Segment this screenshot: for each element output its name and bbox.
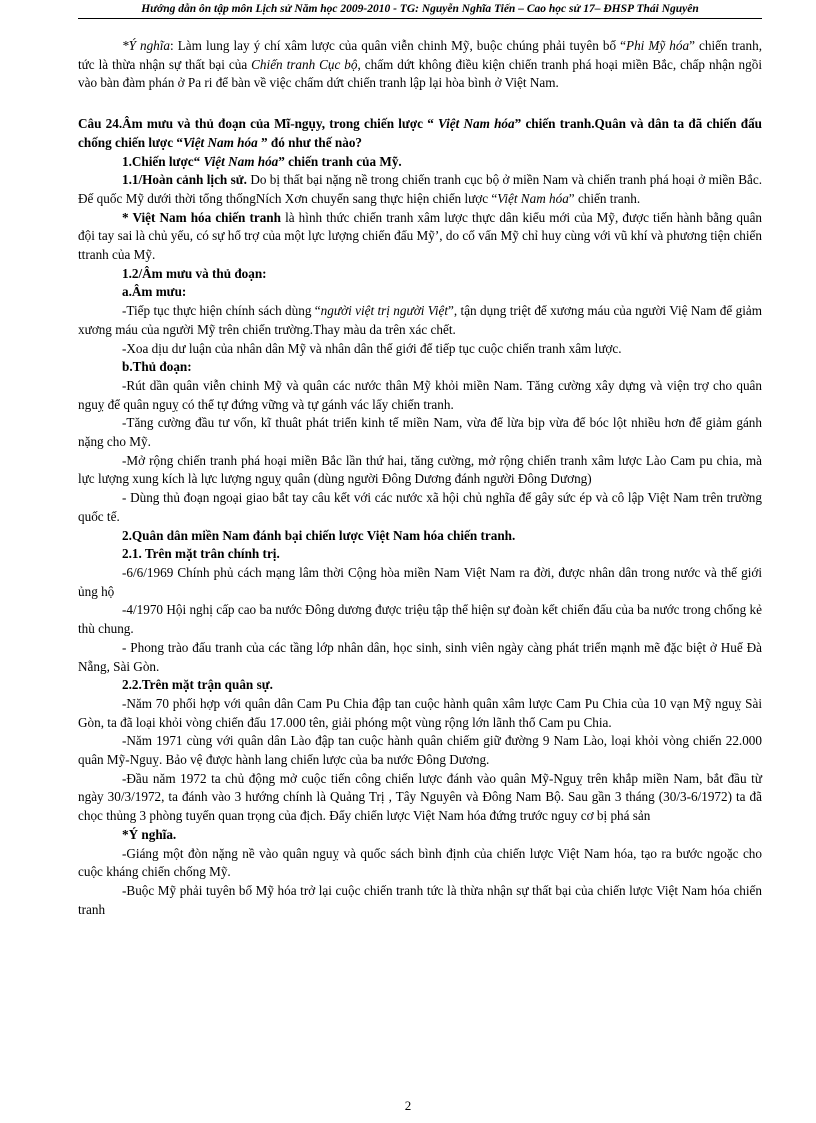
s11-heading: 1.1/Hoàn cảnh lịch sử.	[122, 172, 247, 188]
meaning-term-2: Chiến tranh Cục bộ	[251, 56, 358, 72]
section-2-heading: 2.Quân dân miền Nam đánh bại chiến lược Việt Nam hóa chiến tranh.	[122, 527, 516, 543]
q24-part-e: ” đó như thế nào?	[257, 134, 363, 150]
significance-heading: *Ý nghĩa.	[122, 826, 177, 842]
vnh-label: * Việt Nam hóa chiến tranh	[122, 209, 281, 225]
military-item: -Năm 1971 cùng với quân dân Lào đập tan cuộc hành quân chiếm giữ đường 9 Nam Lào, loại khỏi vòng chiến 22.000 quân Mỹ-Nguỵ. Bảo vệ được hành lang chiến lược của ba nước Đông Dương.	[78, 733, 762, 768]
tactics-item: -Mở rộng chiến tranh phá hoại miền Bắc lần thứ hai, tăng cường, mở rộng chiến tranh xâm lược Lào Cam pu chia, mà lực lượng xung kích là lực lượng nguỵ quân (dùng người Đông Dương đánh người Đông Dương)	[78, 452, 762, 487]
plot-item-1-a: -Tiếp tục thực hiện chính sách dùng “	[122, 303, 321, 319]
military-item: -Đầu năm 1972 ta chủ động mở cuộc tiến công chiến lược đánh vào quân Mỹ-Nguỵ trên khắp miền Nam, bắt đầu từ ngày 30/3/1972, ta đánh vào 3 hướng chính là Quảng Trị , Tây Nguyên và Đông Nam Bộ. Sau gần 3 tháng (30/3-6/1972) ta đã chọc thủng 3 phòng tuyến quan trọng của địch. Đẩy chiến lược Việt Nam hóa đứng trước nguy cơ bị phá sản	[78, 770, 762, 824]
meaning-paragraph	[78, 37, 762, 93]
s11-text: Do bị thất bại nặng nề trong chiến tranh cục bộ ở miền Nam và chiến tranh phá hoại ở miền Bắc. Đế quốc Mỹ dưới thời tổng thốngNích Xơn chuyển sang thực hiện chiến lược “	[78, 172, 762, 206]
page-header: Hướng dẫn ôn tập môn Lịch sử Năm học 2009-2010 - TG: Nguyễn Nghĩa Tiến – Cao học sử 17– ĐHSP Thái Nguyên	[78, 2, 762, 19]
s1-part-a: 1.Chiến lược“	[122, 153, 204, 169]
military-item: -Năm 70 phối hợp với quân dân Cam Pu Chia đập tan cuộc hành quân xâm lược Cam Pu Chia của 10 vạn Mỹ nguỵ Sài Gòn, ta đã loại khỏi vòng chiến đấu 17.000 tên, giải phóng một vùng rộng lớn lãnh thổ Cam pu Chia.	[78, 695, 762, 730]
plot-item-1	[78, 302, 762, 339]
political-item: -4/1970 Hội nghị cấp cao ba nước Đông dương được triệu tập thể hiện sự đoàn kết chiến đấu của ba nước trong chống kẻ thù chung.	[78, 602, 762, 637]
question-24-heading	[78, 115, 762, 152]
meaning-term-1: Phi Mỹ hóa	[626, 38, 690, 53]
q24-part-d: Việt Nam hóa	[182, 134, 258, 150]
plot-item-1-b: người việt trị người Việt	[320, 303, 449, 319]
section-2-2-heading: 2.2.Trên mặt trận quân sự.	[122, 677, 273, 693]
vnh-definition	[78, 209, 762, 265]
page-number: 2	[404, 1098, 412, 1113]
q24-part-c: ” chiến tranh.Quân và dân ta đã chiến đấu chống chiến lược “	[78, 116, 763, 150]
document-body	[78, 37, 762, 919]
meaning-text-3: , chấm dứt không điều kiện chiến tranh phá hoại miền Bắc, chấp nhận ngồi vào bàn đàm phán ở Pa ri để bàn về việc chấm dứt chiến tranh lập lại hòa bình ở Việt Nam.	[78, 56, 762, 91]
meaning-text-1: : Làm lung lay ý chí xâm lược của quân viễn chinh Mỹ, buộc chúng phải tuyên bố “	[170, 38, 627, 53]
meaning-text-2: ” chiến tranh, tức là thừa nhận sự thất bại của	[78, 38, 763, 72]
vnh-text: là hình thức chiến tranh xâm lược thực dân kiểu mới của Mỹ, được tiến hành bằng quân đội tay sai là chủ yếu, có sự hổ trợ của một lực lượng chiến đấu Mỹ’, do cố vấn Mỹ chỉ huy cùng với vũ khí và phương tiện chiến ttranh của Mỹ.	[78, 209, 763, 263]
section-1-1-paragraph	[78, 171, 762, 208]
s1-part-c: ” chiến tranh của Mỹ.	[278, 153, 402, 169]
significance-item: -Giáng một đòn nặng nề vào quân nguỵ và quốc sách bình định của chiến lược Việt Nam hóa, tạo ra bước ngoặc cho cuộc kháng chiến chống Mỹ.	[78, 845, 762, 880]
tactics-item: -Tăng cường đầu tư vốn, kĩ thuât phát triển kinh tế miền Nam, vừa để lừa bịp vừa để bóc lột nhiều hơn để giảm gánh nặng cho Mỹ.	[78, 415, 762, 450]
tactics-item: - Dùng thủ đoạn ngoại giao bắt tay câu kết với các nước xã hội chủ nghĩa để gây sức ép và cô lập Việt Nam trên trường quốc tế.	[78, 490, 762, 524]
s11-term: Việt Nam hóa	[497, 190, 569, 206]
tactics-item: -Rút dần quân viễn chinh Mỹ và quân các nước thân Mỹ khỏi miền Nam. Tăng cường xây dựng và viện trợ cho quân nguỵ để quân nguỵ có thể tự đứng vững và tự gánh vác lấy chiến tranh.	[78, 377, 762, 412]
s11-text-end: ” chiến tranh.	[568, 190, 641, 206]
plot-heading: a.Âm mưu:	[122, 284, 187, 300]
plot-item-2: -Xoa dịu dư luận của nhân dân Mỹ và nhân dân thế giới để tiếp tục cuộc chiến tranh xâm lược.	[122, 340, 622, 356]
plot-item-1-c: ”, tận dụng triệt để xương máu của người Việ Nam để giảm xương máu của người Mỹ trên chiến trường.Thay màu da trên xác chết.	[78, 303, 762, 337]
meaning-label: *Ý nghĩa	[122, 38, 171, 53]
q24-part-a: Câu 24.Âm mưu và thủ đoạn của Mĩ-ngụy, trong chiến lược “	[78, 116, 439, 132]
significance-item: -Buộc Mỹ phải tuyên bố Mỹ hóa trở lại cuộc chiến tranh tức là thừa nhận sự thất bại của chiến lược Việt Nam hóa chiến tranh	[78, 882, 762, 917]
tactics-heading: b.Thủ đoạn:	[122, 359, 192, 375]
political-item: -6/6/1969 Chính phủ cách mạng lâm thời Cộng hòa miền Nam Việt Nam ra đời, được nhân dân trong nước và thế giới ủng hộ	[78, 564, 762, 599]
q24-part-b: Việt Nam hóa	[438, 116, 515, 132]
section-1-2-heading: 1.2/Âm mưu và thủ đoạn:	[122, 265, 267, 281]
section-1-heading	[78, 153, 762, 172]
section-2-1-heading: 2.1. Trên mặt trân chính trị.	[122, 546, 280, 562]
political-item: - Phong trào đấu tranh của các tầng lớp nhân dân, học sinh, sinh viên ngày càng phát triển mạnh mẽ đặc biệt ở Huế Đà Nẵng, Sài Gòn.	[78, 639, 762, 674]
s1-part-b: Việt Nam hóa	[203, 153, 279, 169]
